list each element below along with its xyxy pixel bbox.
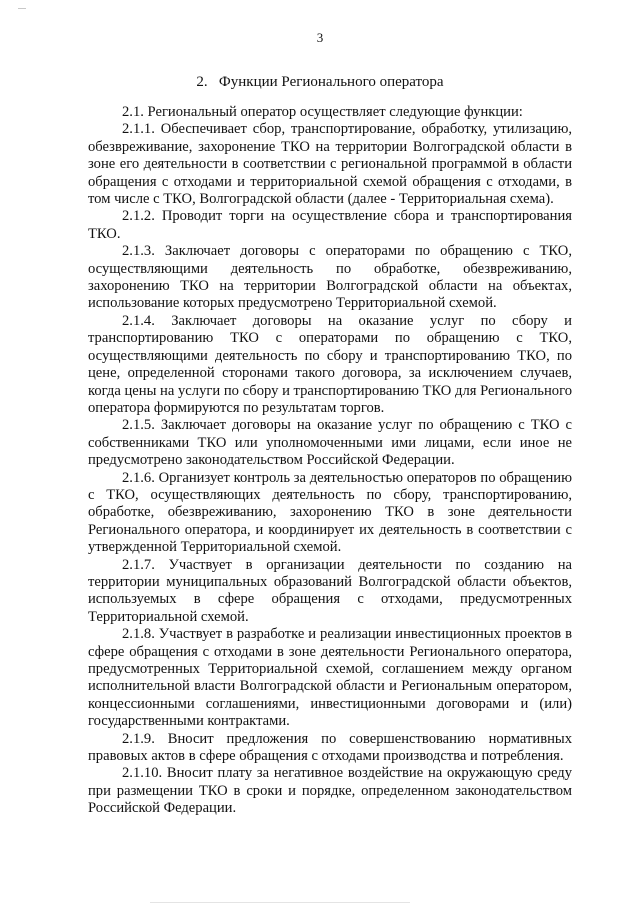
paragraph-2-1-9: 2.1.9. Вносит предложения по совершенствованию нормативных правовых актов в сфере обращения с отходами производства и потребления.: [88, 730, 572, 765]
page-number: 3: [316, 30, 324, 45]
paragraph-2-1-2: 2.1.2. Проводит торги на осуществление сбора и транспортирования ТКО.: [88, 208, 572, 242]
paragraph-2-1: 2.1. Региональный оператор осуществляет следующие функции:: [122, 104, 523, 120]
scan-mark-bottom: [150, 902, 410, 903]
paragraph-2-1-3: 2.1.3. Заключает договоры с операторами по обращению с ТКО, осуществляющими деятельность по обработке, обезвреживанию, захоронению ТКО на территории Волгоградской области на объектах, использование которых предусмотрено Территориальной схемой.: [88, 243, 572, 312]
scan-mark-top-left: [18, 8, 26, 9]
paragraph-2-1-5: 2.1.5. Заключает договоры на оказание услуг по обращению с ТКО с собственниками ТКО или уполномоченными ими лицами, если иное не предусмотрено законодательством Российской Федерации.: [88, 417, 572, 469]
document-body: [88, 104, 572, 818]
paragraph-2-1-7: 2.1.7. Участвует в организации деятельности по созданию на территории муниципальных образований Волгоградской области объектов, используемых в сфере обращения с отходами, предусмотренных Территориальной схемой.: [88, 556, 572, 625]
paragraph-2-1-6: 2.1.6. Организует контроль за деятельностью операторов по обращению с ТКО, осуществляющих деятельность по сбору, транспортированию, обработке, обезвреживанию, захоронению ТКО в зоне деятельности Регионального оператора, и координирует их деятельность в соответствии с утвержденной Территориальной схемой.: [88, 469, 572, 556]
paragraph-2-1-8: 2.1.8. Участвует в разработке и реализации инвестиционных проектов в сфере обращения с отходами в зоне деятельности Регионального оператора, предусмотренных Территориальной схемой, соглашением между органом исполнительной власти Волгоградской области и Региональным оператором, концессионными соглашениями, инвестиционными договорами и (или) государственными контрактами.: [88, 626, 572, 730]
paragraph-2-1-1: 2.1.1. Обеспечивает сбор, транспортирование, обработку, утилизацию, обезвреживание, захоронение ТКО на территории Волгоградской области в зоне его деятельности в соответствии с региональной программой в области обращения с отходами и территориальной схемой обращения с отходами, в том числе с ТКО, Волгоградской области (далее - Территориальная схема).: [88, 121, 572, 208]
paragraph-2-1-10: 2.1.10. Вносит плату за негативное воздействие на окружающую среду при размещении ТКО в сроки и порядке, определенном законодательством Российской Федерации.: [88, 765, 572, 817]
section-title: 2. Функции Регионального оператора: [196, 74, 444, 90]
paragraph-2-1-4: 2.1.4. Заключает договоры на оказание услуг по сбору и транспортированию ТКО с операторами по обращению с ТКО, осуществляющими деятельность по сбору и транспортированию ТКО, по цене, определенной сторонами такого договора, за исключением случаев, когда цены на услуги по сбору и транспортированию ТКО для Регионального оператора формируются по результатам торгов.: [88, 312, 572, 416]
